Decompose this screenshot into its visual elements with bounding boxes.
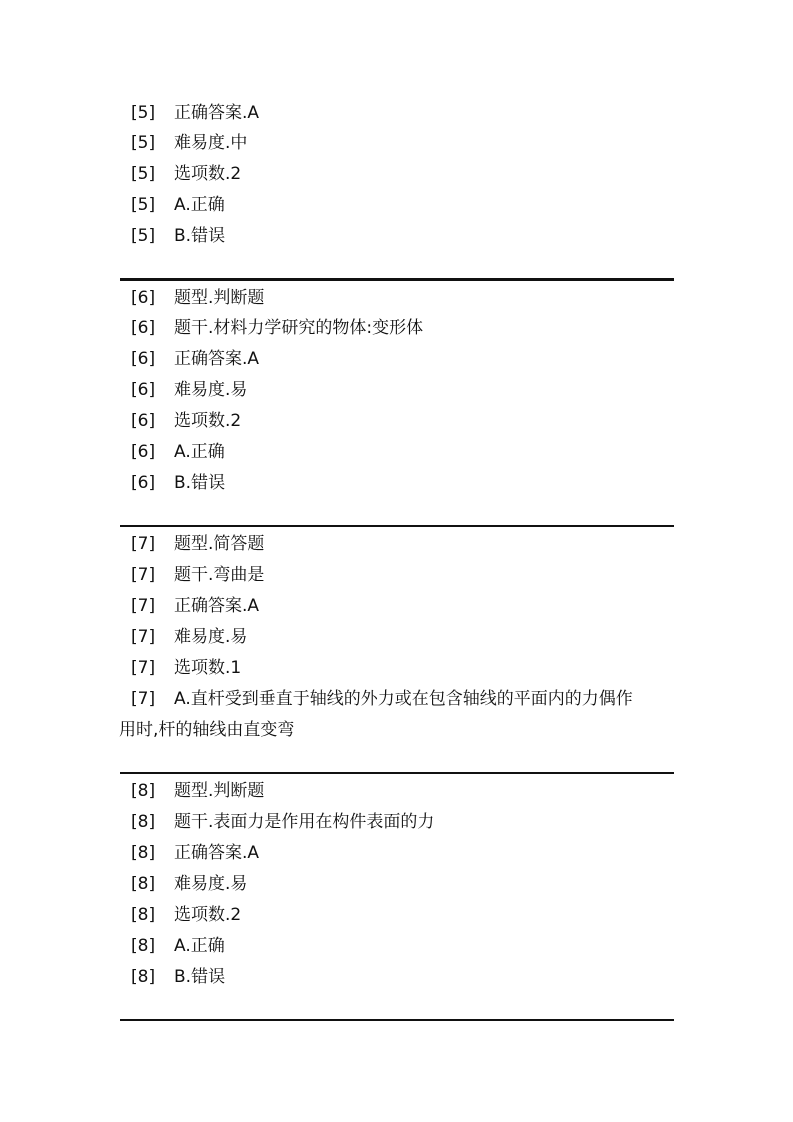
difficulty-text: 难易度.易 <box>174 874 248 894</box>
block-7-line-5 <box>131 654 241 682</box>
block-6-line-6 <box>131 438 225 466</box>
block-8-line-2 <box>131 808 434 836</box>
correct-answer-text: 正确答案.A <box>174 103 260 123</box>
block-5-line-5 <box>131 222 225 250</box>
item-number: [5] <box>131 164 156 184</box>
item-number: [5] <box>131 226 156 246</box>
item-number: [7] <box>131 534 156 554</box>
item-number: [8] <box>131 812 156 832</box>
section-divider <box>120 772 674 774</box>
option-a-text: A.正确 <box>174 936 225 956</box>
block-5-line-1 <box>131 99 259 127</box>
block-7-line-6 <box>131 685 633 713</box>
difficulty-text: 难易度.中 <box>174 133 248 153</box>
item-number: [6] <box>131 288 156 308</box>
section-divider <box>120 1019 674 1021</box>
question-stem-text: 题干.弯曲是 <box>174 565 265 585</box>
block-5-line-2 <box>131 129 247 157</box>
item-number: [5] <box>131 133 156 153</box>
option-count-text: 选项数.2 <box>174 164 242 184</box>
option-a-text: A.直杆受到垂直于轴线的外力或在包含轴线的平面内的力偶作 <box>174 689 633 709</box>
block-5-line-3 <box>131 160 241 188</box>
block-7-line-1 <box>131 530 264 558</box>
item-number: [8] <box>131 781 156 801</box>
block-8-line-3 <box>131 839 259 867</box>
item-number: [7] <box>131 565 156 585</box>
item-number: [8] <box>131 936 156 956</box>
option-a-continuation-text: 用时,杆的轴线由直变弯 <box>119 720 295 740</box>
item-number: [6] <box>131 442 156 462</box>
item-number: [8] <box>131 874 156 894</box>
block-8-line-6 <box>131 932 225 960</box>
option-count-text: 选项数.2 <box>174 905 242 925</box>
item-number: [6] <box>131 380 156 400</box>
block-6-line-2 <box>131 314 423 342</box>
item-number: [6] <box>131 349 156 369</box>
option-b-text: B.错误 <box>174 226 226 246</box>
section-divider <box>120 278 674 281</box>
item-number: [8] <box>131 905 156 925</box>
option-a-text: A.正确 <box>174 442 225 462</box>
item-number: [7] <box>131 596 156 616</box>
block-8-line-1 <box>131 777 264 805</box>
option-a-text: A.正确 <box>174 195 225 215</box>
block-7-line-2 <box>131 561 264 589</box>
section-divider <box>120 525 674 527</box>
item-number: [7] <box>131 689 156 709</box>
block-6-line-3 <box>131 345 259 373</box>
block-7-line-3 <box>131 592 259 620</box>
item-number: [8] <box>131 967 156 987</box>
correct-answer-text: 正确答案.A <box>174 349 260 369</box>
correct-answer-text: 正确答案.A <box>174 843 260 863</box>
item-number: [6] <box>131 473 156 493</box>
item-number: [7] <box>131 658 156 678</box>
block-6-line-1 <box>131 284 264 312</box>
item-number: [7] <box>131 627 156 647</box>
question-type-text: 题型.判断题 <box>174 781 265 801</box>
item-number: [8] <box>131 843 156 863</box>
option-b-text: B.错误 <box>174 967 226 987</box>
block-6-line-7 <box>131 469 225 497</box>
item-number: [6] <box>131 318 156 338</box>
block-8-line-7 <box>131 963 225 991</box>
item-number: [5] <box>131 195 156 215</box>
block-6-line-4 <box>131 376 247 404</box>
difficulty-text: 难易度.易 <box>174 627 248 647</box>
question-type-text: 题型.简答题 <box>174 534 265 554</box>
block-6-line-5 <box>131 407 241 435</box>
item-number: [6] <box>131 411 156 431</box>
correct-answer-text: 正确答案.A <box>174 596 260 616</box>
difficulty-text: 难易度.易 <box>174 380 248 400</box>
option-count-text: 选项数.1 <box>174 658 242 678</box>
option-count-text: 选项数.2 <box>174 411 242 431</box>
block-7-line-4 <box>131 623 247 651</box>
question-stem-text: 题干.材料力学研究的物体:变形体 <box>174 318 424 338</box>
block-5-line-4 <box>131 191 225 219</box>
option-b-text: B.错误 <box>174 473 226 493</box>
block-8-line-4 <box>131 870 247 898</box>
question-type-text: 题型.判断题 <box>174 288 265 308</box>
item-number: [5] <box>131 103 156 123</box>
question-stem-text: 题干.表面力是作用在构件表面的力 <box>174 812 435 832</box>
block-8-line-5 <box>131 901 241 929</box>
